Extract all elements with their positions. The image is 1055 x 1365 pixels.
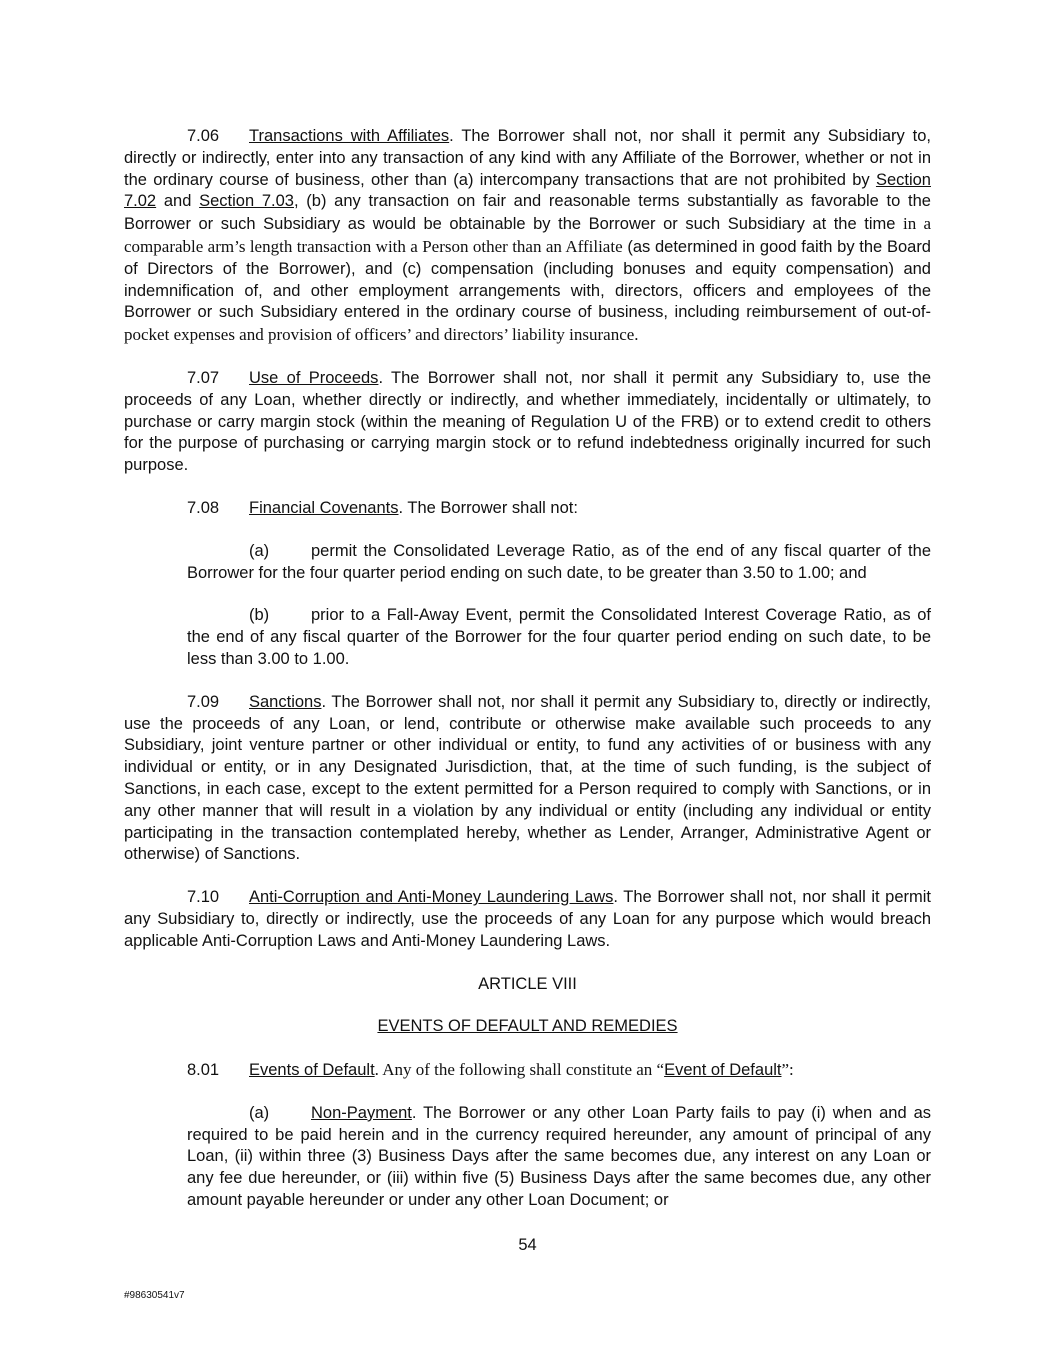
clause-text: permit the Consolidated Leverage Ratio, as of the end of any fiscal quarter of the Borrower for the four quarter period ending on such date, to be greater than 3.50 to 1.00; and [187,541,931,582]
clause-label: (b) [249,606,270,625]
section-text: . The Borrower shall not, nor shall it permit any Subsidiary to, directly or indirectly, use the proceeds of any Loan, or lend, contribute or otherwise make available such proceeds to any Subsidiary, joint venture partner or other individual or entity, to fund any activities of or business with any individual or entity, or in any Designated Jurisdiction, that, at the time of such funding, is the subject of Sanctions, in each case, except to the extent permitted for a Person required to comply with Sanctions, or in any other manner that will result in a violation by any individual or entity (including any individual or entity participating in the transaction contemplated hereby, whether as Lender, Arranger, Administrative Agent or otherwise) of Sanctions. [124,692,931,864]
section-heading: Anti-Corruption and Anti-Money Laundering Laws [249,888,614,907]
section-text: . Any of the following shall constitute an “ [374,1060,665,1080]
clause-7-08-b [187,605,931,670]
section-heading: Use of Proceeds [249,368,379,387]
clause-text: . The Borrower or any other Loan Party fails to pay (i) when and as required to be paid herein and in the currency required hereunder, any amount of principal of any Loan, (ii) within three (3) Business Days after the same becomes due, any interest on any Loan or any fee due hereunder, or (iii) within five (5) Business Days after the same becomes due, any other amount payable hereunder or under any other Loan Document; or [187,1103,931,1210]
section-heading: Sanctions [249,692,322,711]
section-heading: Transactions with Affiliates [249,127,450,145]
clause-7-08-a [187,541,931,585]
section-text: , (b) any transaction on fair and reasonable terms substantially as favorable to the Borrower or such Subsidiary as would be obtainable by the Borrower or such Subsidiary at the time [124,192,931,234]
section-text: pocket expenses and provision of officers’ and directors’ liability insurance. [124,325,639,345]
document-id: #98630541v7 [124,1290,185,1301]
article-subtitle [124,1016,931,1038]
article-title: ARTICLE VIII [478,974,577,993]
section-text: ”: [781,1060,794,1080]
page-number: 54 [518,1236,537,1254]
defined-term: Event of Default [664,1061,782,1080]
section-heading: Events of Default [249,1061,375,1080]
article-subtitle-text: EVENTS OF DEFAULT AND REMEDIES [377,1017,678,1036]
section-text: . The Borrower shall not, nor shall it permit any Subsidiary to, directly or indirectly, use the proceeds of any Loan for any purpose which would breach applicable Anti-Corruption Laws and Anti-Money Laundering Laws. [124,888,931,950]
clause-label: (a) [249,541,270,560]
section-text: . The Borrower shall not, nor shall it permit any Subsidiary to, use the proceeds of any Loan, whether directly or indirectly, and whether immediately, incidentally or ultimately, to purchase or carry margin stock (within the meaning of Regulation U of the FRB) or to extend credit to others for the purpose of purchasing or carrying margin stock or to refund indebtedness originally incurred for such purpose. [124,368,931,475]
clause-heading: Non-Payment [311,1103,412,1122]
section-number: 7.06 [187,127,220,145]
section-number: 7.08 [187,498,220,517]
section-text: . The Borrower shall not, nor shall it permit any Subsidiary to, directly or indirectly, enter into any transaction of any kind with any Affiliate of the Borrower, whether or not in the ordinary course of business, other than (a) intercompany transactions that are not prohibited by [124,127,931,189]
section-8-01 [124,1059,931,1082]
section-7-09 [124,692,931,866]
section-reference: Section 7.03 [199,192,294,211]
document-page [124,124,931,1212]
section-number: 7.09 [187,692,220,711]
section-number: 7.07 [187,368,220,387]
section-number: 7.10 [187,888,220,907]
section-text: (as determined in good faith by the Board of Directors of the Borrower), and (c) compensation (including bonuses and equity compensation) and indemnification of, and other employment arrangements with, directors, officers and employees of the Borrower or such Subsidiary entered in the ordinary course of business, including reimbursement of out-of- [124,237,931,322]
clause-8-01-a [187,1103,931,1212]
section-heading: Financial Covenants [249,498,399,517]
section-7-10 [124,887,931,952]
clause-text: prior to a Fall-Away Event, permit the Consolidated Interest Coverage Ratio, as of the end of any fiscal quarter of the Borrower for the four quarter period ending on such date, to be less than 3.00 to 1.00. [187,606,931,668]
section-text: . The Borrower shall not: [398,498,578,517]
clause-label: (a) [249,1103,270,1122]
section-reference: Section 7.02 [124,170,931,211]
section-text: and [156,192,200,211]
section-7-08 [124,498,931,520]
section-text: in a comparable arm’s length transaction with a Person other than an Affiliate [124,214,931,256]
section-7-06 [124,126,931,347]
section-number: 8.01 [187,1061,220,1080]
section-7-07 [124,368,931,477]
